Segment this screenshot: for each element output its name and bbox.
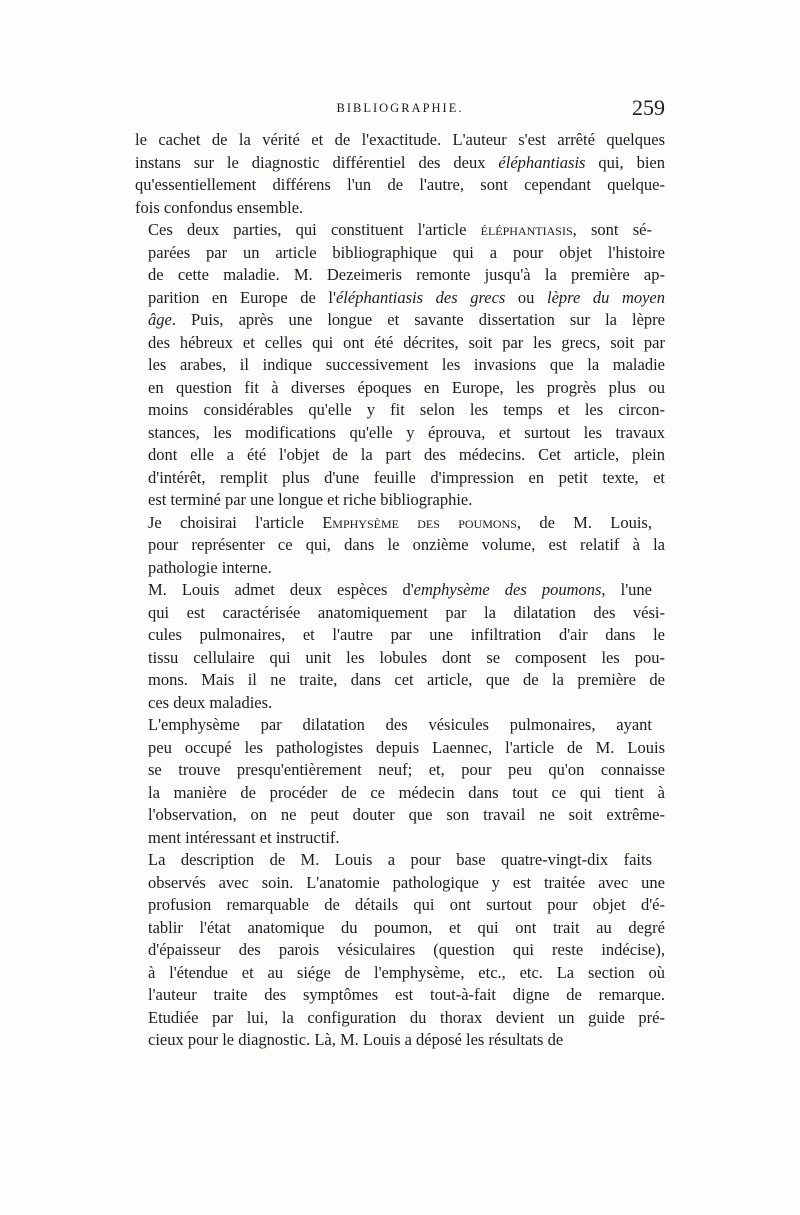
text-line (135, 197, 665, 220)
italic-term: emphysème des poumons (413, 580, 602, 599)
text-run: fois confondus ensemble. (135, 197, 304, 217)
text-run: parition en Europe de l' (148, 287, 336, 307)
text-run: d'épaisseur des parois vésiculaires (question qui reste indécise), (148, 940, 665, 959)
text-run: est terminé par une longue et riche bibliographie. (148, 490, 473, 509)
italic-term: âge (148, 310, 172, 329)
text-run: l'auteur traite des symptômes est tout-à-fait digne de remarque. (148, 985, 665, 1004)
text-run: cieux pour le diagnostic. Là, M. Louis a déposé les résultats de (148, 1030, 564, 1049)
text-line (135, 129, 665, 152)
text-run: Ces deux parties, qui constituent l'article (148, 220, 481, 239)
text-run: des hébreux et celles qui ont été décrites, soit par les grecs, soit par (148, 332, 665, 352)
text-line (135, 827, 665, 850)
paragraph-two-emphysema-species (135, 579, 665, 714)
text-line (135, 467, 665, 490)
text-line (135, 534, 665, 557)
text-run: ment intéressant et instructif. (148, 827, 340, 847)
text-block (135, 95, 665, 1052)
small-caps-term: Emphysème des poumons (322, 512, 517, 532)
text-line (135, 309, 665, 332)
paragraph-elephantiasis-history (135, 219, 665, 512)
text-run: pour représenter ce qui, dans le onzième volume, est relatif à la (148, 535, 665, 554)
text-line (135, 489, 665, 512)
paragraph-article-choice (135, 512, 665, 580)
text-run: de cette maladie. M. Dezeimeris remonte jusqu'à la première ap- (148, 265, 665, 284)
text-line (135, 602, 665, 625)
text-run: mons. Mais il ne traite, dans cet article, que de la première de (148, 670, 665, 689)
page-header (135, 95, 665, 129)
running-head: BIBLIOGRAPHIE. (336, 101, 464, 115)
text-line (135, 557, 665, 580)
italic-term: éléphantiasis des grecs (335, 287, 506, 307)
text-line (135, 894, 665, 917)
text-line (135, 872, 665, 895)
text-run: moins considérables qu'elle y fit selon les temps et les circon- (148, 400, 665, 419)
text-line (135, 962, 665, 985)
text-run: pathologie interne. (148, 557, 272, 577)
text-run: L'emphysème par dilatation des vésicules pulmonaires, ayant (148, 715, 652, 734)
text-run: cules pulmonaires, et l'autre par une infiltration d'air dans le (148, 625, 665, 644)
text-run: dont elle a été l'objet de la part des médecins. Cet article, plein (148, 445, 665, 464)
text-line (135, 984, 665, 1007)
text-line (135, 782, 665, 805)
text-run: . Puis, après une longue et savante dissertation sur la lèpre (171, 310, 665, 329)
text-line (135, 242, 665, 265)
paragraph-louis-description (135, 849, 665, 1052)
text-run: d'intérêt, remplit plus d'une feuille d'impression en petit texte, et (148, 467, 665, 487)
text-run: la manière de procéder de ce médecin dans tout ce qui tient à (148, 782, 665, 802)
text-line (135, 759, 665, 782)
paragraph-dilatation-emphysema (135, 714, 665, 849)
text-run: ou (505, 287, 547, 307)
text-run: instans sur le diagnostic différentiel des deux (135, 152, 499, 172)
text-line (135, 849, 665, 872)
text-line (135, 354, 665, 377)
text-run: en question fit à diverses époques en Europe, les progrès plus ou (148, 377, 665, 397)
text-run: , sont sé- (572, 220, 652, 239)
text-line (135, 444, 665, 467)
text-run: parées par un article bibliographique qui a pour objet l'histoire (148, 242, 665, 262)
text-run: , l'une (601, 580, 652, 599)
text-run: les arabes, il indique successivement les invasions que la maladie (148, 355, 665, 374)
text-line (135, 377, 665, 400)
text-line (135, 692, 665, 715)
text-line (135, 399, 665, 422)
text-line (135, 917, 665, 940)
page-number: 259 (632, 95, 665, 120)
text-run: , de M. Louis, (516, 512, 652, 532)
text-run: Etudiée par lui, la configuration du thorax devient un guide pré- (148, 1007, 665, 1027)
text-line (135, 1029, 665, 1052)
text-run: stances, les modifications qu'elle y éprouva, et surtout les travaux (148, 422, 665, 442)
text-line (135, 669, 665, 692)
text-line (135, 714, 665, 737)
text-line (135, 579, 665, 602)
text-run: peu occupé les pathologistes depuis Laennec, l'article de M. Louis (148, 737, 665, 757)
text-run: ces deux maladies. (148, 692, 273, 712)
body-text (135, 129, 665, 1052)
text-run: se trouve presqu'entièrement neuf; et, pour peu qu'on connaisse (148, 760, 665, 779)
text-line (135, 804, 665, 827)
text-run: La description de M. Louis a pour base quatre-vingt-dix faits (148, 850, 652, 869)
text-run: le cachet de la vérité et de l'exactitude. L'auteur s'est arrêté quelques (135, 130, 665, 149)
text-line (135, 174, 665, 197)
small-caps-term: éléphantiasis (480, 220, 573, 239)
text-line (135, 332, 665, 355)
text-line (135, 737, 665, 760)
italic-term: éléphantiasis (498, 152, 586, 172)
text-run: qu'essentiellement différens l'un de l'autre, sont cependant quelque- (135, 175, 665, 194)
paragraph-continued (135, 129, 665, 219)
text-run: M. Louis admet deux espèces d' (148, 580, 414, 599)
text-line (135, 624, 665, 647)
text-run: à l'étendue et au siége de l'emphysème, etc., etc. La section où (148, 962, 665, 982)
text-line (135, 422, 665, 445)
text-line (135, 647, 665, 670)
text-line (135, 287, 665, 310)
text-line (135, 152, 665, 175)
text-run: observés avec soin. L'anatomie pathologique y est traitée avec une (148, 872, 665, 892)
text-run: qui est caractérisée anatomiquement par la dilatation des vési- (148, 602, 665, 622)
text-run: tissu cellulaire qui unit les lobules dont se composent les pou- (148, 647, 665, 667)
text-run: Je choisirai l'article (148, 512, 323, 532)
text-line (135, 219, 665, 242)
text-run: qui, bien (585, 152, 665, 172)
text-line (135, 1007, 665, 1030)
text-line (135, 939, 665, 962)
text-run: profusion remarquable de détails qui ont surtout pour objet d'é- (148, 895, 665, 914)
italic-term: lèpre du moyen (547, 287, 666, 307)
text-run: l'observation, on ne peut douter que son travail ne soit extrême- (148, 805, 665, 824)
text-line (135, 512, 665, 535)
text-line (135, 264, 665, 287)
text-run: tablir l'état anatomique du poumon, et qui ont trait au degré (148, 917, 665, 937)
